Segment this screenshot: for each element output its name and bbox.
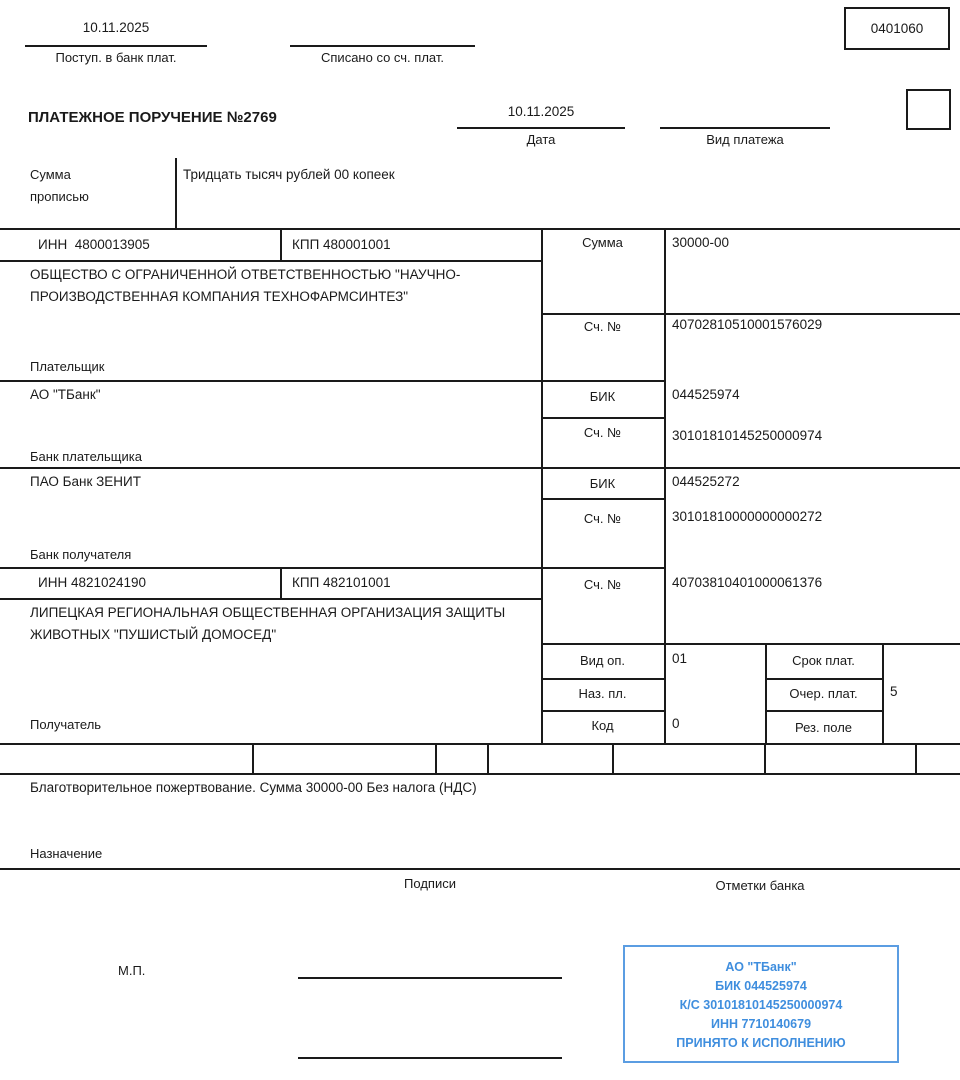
grid-line bbox=[541, 313, 960, 315]
payee-bank-label: Банк получателя bbox=[30, 547, 132, 562]
grid-line bbox=[541, 678, 664, 680]
grid-line bbox=[764, 743, 766, 775]
payment-order-label: Очер. плат. bbox=[789, 686, 858, 701]
code-value: 0 bbox=[672, 716, 680, 731]
payer-kpp: КПП 480001001 bbox=[292, 237, 391, 252]
payer-bank-account-label: Сч. № bbox=[583, 425, 622, 440]
grid-line bbox=[882, 643, 884, 743]
debited-from-account-label: Списано со сч. плат. bbox=[321, 50, 444, 65]
payer-name-line-2: ПРОИЗВОДСТВЕННАЯ КОМПАНИЯ ТЕХНОФАРМСИНТЕЗ" bbox=[30, 289, 409, 304]
payer-bank-bik-value: 044525974 bbox=[672, 387, 740, 402]
signatures-label: Подписи bbox=[404, 876, 456, 891]
grid-line bbox=[0, 743, 960, 745]
payee-bank-account-label: Сч. № bbox=[583, 511, 622, 526]
stamp-inn: ИНН 7710140679 bbox=[710, 1017, 812, 1031]
payment-kind-label: Вид платежа bbox=[706, 132, 784, 147]
operation-type-label: Вид оп. bbox=[579, 653, 625, 668]
payee-name-line-1: ЛИПЕЦКАЯ РЕГИОНАЛЬНАЯ ОБЩЕСТВЕННАЯ ОРГАНИЗАЦИЯ ЗАЩИТЫ bbox=[30, 605, 506, 620]
payer-name-line-1: ОБЩЕСТВО С ОГРАНИЧЕННОЙ ОТВЕТСТВЕННОСТЬЮ "НАУЧНО- bbox=[30, 267, 461, 282]
payment-order-value: 5 bbox=[890, 684, 898, 699]
payment-kind-line bbox=[660, 127, 830, 129]
payment-purpose-code-label: Наз. пл. bbox=[578, 686, 627, 701]
bank-marks-label: Отметки банка bbox=[715, 878, 805, 893]
document-title: ПЛАТЕЖНОЕ ПОРУЧЕНИЕ №2769 bbox=[28, 109, 277, 126]
grid-line bbox=[765, 678, 882, 680]
date-line bbox=[457, 127, 625, 129]
signature-line-2 bbox=[298, 1057, 562, 1059]
date-label: Дата bbox=[526, 132, 556, 147]
form-code: 0401060 bbox=[870, 21, 924, 36]
grid-line bbox=[0, 228, 960, 230]
payment-term-label: Срок плат. bbox=[792, 653, 855, 668]
payment-purpose-text: Благотворительное пожертвование. Сумма 30000-00 Без налога (НДС) bbox=[30, 780, 477, 795]
amount-in-words: Тридцать тысяч рублей 00 копеек bbox=[183, 167, 395, 182]
payee-bank-account-value: 30101810000000000272 bbox=[672, 509, 823, 524]
status-box bbox=[906, 89, 951, 130]
amount-label: Сумма bbox=[582, 235, 623, 250]
payer-bank-label: Банк плательщика bbox=[30, 449, 142, 464]
stamp-bik: БИК 044525974 bbox=[715, 979, 807, 993]
payer-inn: ИНН 4800013905 bbox=[38, 237, 150, 252]
debited-line bbox=[290, 45, 475, 47]
document-date: 10.11.2025 bbox=[507, 104, 575, 119]
bank-acceptance-stamp bbox=[623, 945, 899, 1063]
stamp-bank-name: АО "ТБанк" bbox=[725, 960, 797, 974]
grid-line bbox=[280, 228, 282, 262]
purpose-label: Назначение bbox=[30, 846, 103, 861]
payer-bank-bik-label: БИК bbox=[589, 389, 616, 404]
payer-label: Плательщик bbox=[30, 359, 105, 374]
payer-bank-name: АО "ТБанк" bbox=[30, 387, 101, 402]
form-code-box bbox=[844, 7, 950, 50]
stamp-status: ПРИНЯТО К ИСПОЛНЕНИЮ bbox=[676, 1036, 846, 1050]
grid-line bbox=[0, 567, 664, 569]
payee-bank-name: ПАО Банк ЗЕНИТ bbox=[30, 474, 141, 489]
amount-words-label-2: прописью bbox=[30, 189, 89, 204]
grid-line bbox=[541, 417, 664, 419]
payer-bank-account-value: 30101810145250000974 bbox=[672, 428, 823, 443]
grid-line bbox=[0, 260, 541, 262]
reserve-field-label: Рез. поле bbox=[794, 720, 853, 735]
payee-account-label: Сч. № bbox=[583, 577, 622, 592]
grid-line bbox=[541, 643, 960, 645]
stamp-corr-account: К/С 30101810145250000974 bbox=[679, 998, 843, 1012]
amount-words-label-1: Сумма bbox=[30, 167, 71, 182]
grid-line bbox=[915, 743, 917, 775]
received-line bbox=[25, 45, 207, 47]
grid-line bbox=[435, 743, 437, 775]
grid-line bbox=[0, 868, 960, 870]
grid-line bbox=[487, 743, 489, 775]
code-label: Код bbox=[591, 718, 614, 733]
signature-line-1 bbox=[298, 977, 562, 979]
grid-line bbox=[0, 467, 960, 469]
grid-line bbox=[280, 567, 282, 600]
grid-line bbox=[0, 380, 664, 382]
payee-kpp: КПП 482101001 bbox=[292, 575, 391, 590]
payee-bank-bik-label: БИК bbox=[589, 476, 616, 491]
received-in-bank-date: 10.11.2025 bbox=[82, 20, 150, 35]
amount-value: 30000-00 bbox=[672, 235, 730, 250]
payee-name-line-2: ЖИВОТНЫХ "ПУШИСТЫЙ ДОМОСЕД" bbox=[30, 627, 277, 642]
grid-line bbox=[612, 743, 614, 775]
grid-line bbox=[252, 743, 254, 775]
grid-line bbox=[0, 598, 541, 600]
payee-account-value: 40703810401000061376 bbox=[672, 575, 823, 590]
payee-inn: ИНН 4821024190 bbox=[38, 575, 147, 590]
grid-line bbox=[664, 228, 666, 745]
grid-line bbox=[541, 498, 664, 500]
payee-label: Получатель bbox=[30, 717, 102, 732]
payer-account-label: Сч. № bbox=[583, 319, 622, 334]
grid-line bbox=[0, 773, 960, 775]
grid-line bbox=[765, 710, 882, 712]
received-in-bank-label: Поступ. в банк плат. bbox=[55, 50, 177, 65]
grid-line bbox=[541, 710, 664, 712]
amount-words-divider bbox=[175, 158, 177, 228]
payer-account-value: 40702810510001576029 bbox=[672, 317, 823, 332]
operation-type-value: 01 bbox=[672, 651, 688, 666]
stamp-place-label: М.П. bbox=[118, 963, 146, 978]
payee-bank-bik-value: 044525272 bbox=[672, 474, 740, 489]
